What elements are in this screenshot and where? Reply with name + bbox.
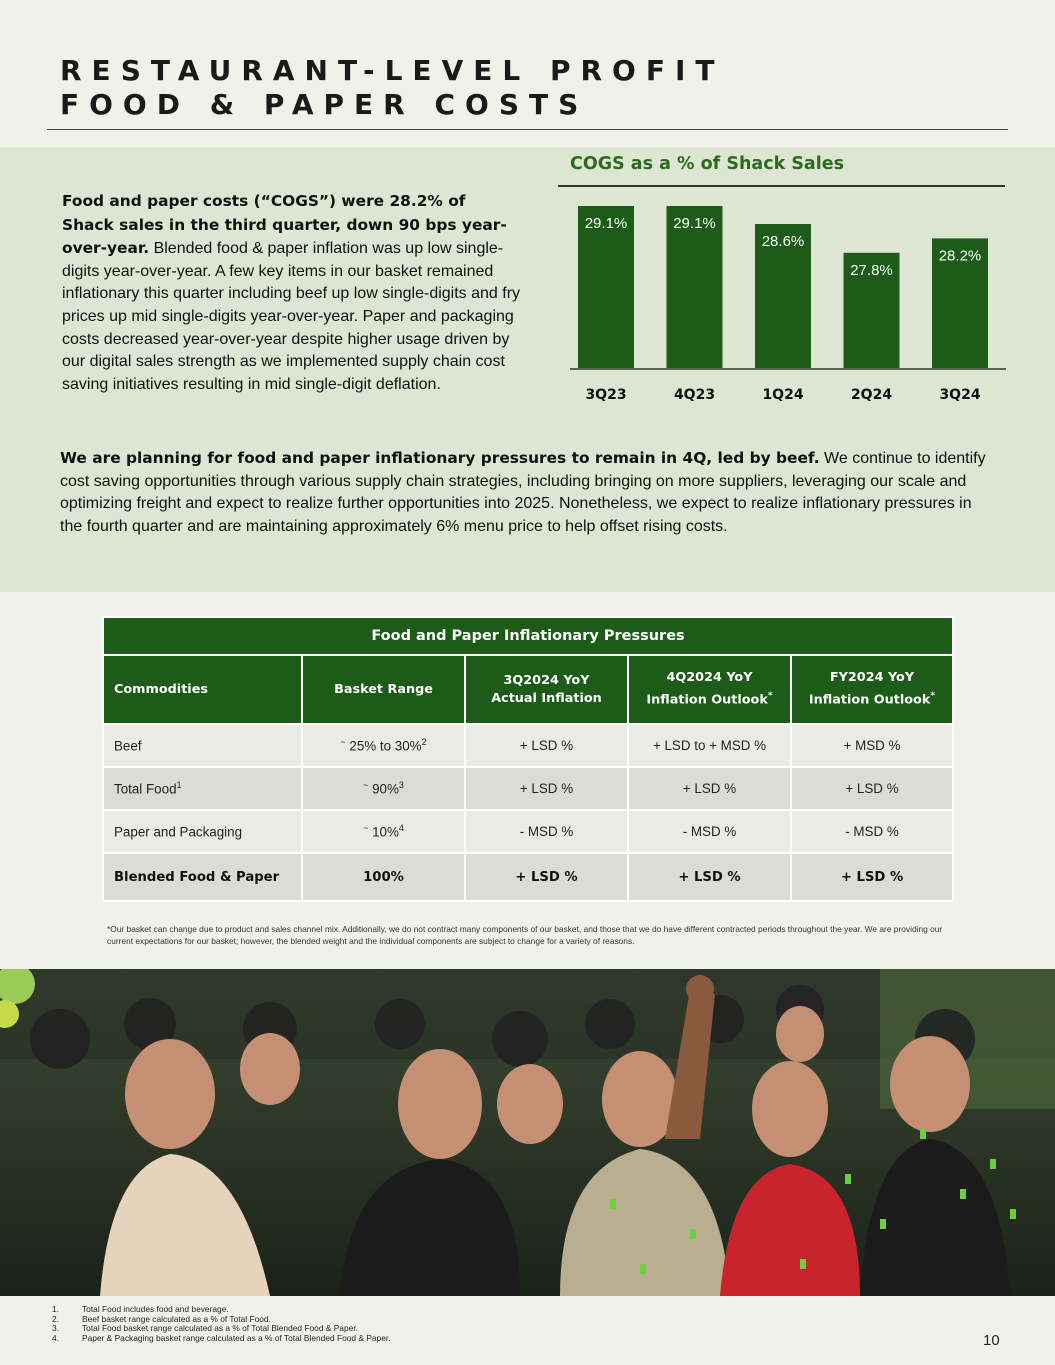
footnote-item: 1. Total Food includes food and beverage. — [52, 1304, 229, 1314]
q4-cell: + LSD % — [628, 767, 791, 810]
bar-value-label: 28.6% — [761, 233, 805, 250]
title-divider — [47, 129, 1008, 130]
chart-title-divider — [558, 185, 1005, 187]
q3-cell: - MSD % — [465, 810, 628, 853]
basket-cell: ~ 25% to 30%$^2$ — [302, 724, 465, 767]
commodity-cell: Total Food$^1$ — [103, 767, 302, 810]
header-fy2024: FY2024 YoY Inflation Outlook* — [791, 655, 953, 724]
fy-cell: + LSD % — [791, 767, 953, 810]
fy-cell: - MSD % — [791, 810, 953, 853]
x-tick-label: 3Q23 — [585, 387, 627, 403]
footnote-item: 4. Paper & Packaging basket range calculated as a % of Total Blended Food & Paper. — [52, 1332, 391, 1343]
x-tick-label: 1Q24 — [762, 387, 804, 403]
cogs-summary-body: Blended food & paper inflation was up low single-digits year-over-year. A few key items in our basket remained inflationary this quarter including beef up low single-digits and fry prices up mid single-digits year-over-year. Paper and packaging costs decreased year-over-year despite higher usage driven by our digital sales strength as we implemented supply chain cost saving initiatives resulting in mid single-digit deflation. — [62, 240, 521, 393]
q4-cell: - MSD % — [628, 810, 791, 853]
bar-value-label: 28.2% — [938, 247, 982, 265]
page-title-line-1: RESTAURANT-LEVEL PROFIT — [60, 54, 725, 87]
bar-value-label: 27.8% — [850, 261, 893, 279]
fy-cell: + MSD % — [791, 724, 953, 767]
page-number: 10 — [983, 1332, 1000, 1349]
chart-title: COGS as a % of Shack Sales — [570, 154, 845, 174]
q4-cell: + LSD to + MSD % — [628, 724, 791, 767]
header-commodities: Commodities — [103, 655, 302, 724]
inflation-outlook-body: We continue to identify cost saving opportunities through various supply chain strategies, including bringing on more suppliers, leveraging our scale and optimizing freight and expect to realize further opportunities into 2025. Nonetheless, we expect to realize inflationary pressures in the fourth quarter and are maintaining approximately 6% menu price to help offset rising costs. — [60, 450, 986, 535]
basket-cell: 100% — [302, 853, 465, 901]
q3-cell: + LSD % — [465, 724, 628, 767]
header-basket-range: Basket Range — [302, 655, 465, 724]
table-row — [103, 810, 953, 853]
basket-cell: ~ 10%$^4$ — [302, 810, 465, 853]
table-row — [103, 724, 953, 767]
inflation-outlook-paragraph — [60, 447, 995, 538]
header-4q2024: 4Q2024 YoY Inflation Outlook* — [628, 655, 791, 724]
q3-cell: + LSD % — [465, 767, 628, 810]
q4-cell: + LSD % — [628, 853, 791, 901]
bar-value-label: 29.1% — [584, 215, 628, 232]
commodity-cell: Paper and Packaging — [103, 810, 302, 853]
table-row — [103, 767, 953, 810]
cogs-summary-paragraph — [62, 190, 522, 396]
cogs-bar-chart — [560, 190, 1010, 415]
commodity-cell: Blended Food & Paper — [103, 853, 302, 901]
header-3q2024: 3Q2024 YoY Actual Inflation — [465, 655, 628, 724]
basket-disclaimer: *Our basket can change due to product and sales channel mix. Additionally, we do not contract many components of our basket, and those that we do have different contracted periods throughout the year. We are providing our current expectations for our basket; however, the blended weight and the individual components are subject to change for a variety of reasons. — [107, 924, 943, 946]
footnotes-list — [52, 1305, 391, 1343]
q3-cell: + LSD % — [465, 853, 628, 901]
bar-value-label: 29.1% — [673, 215, 716, 232]
table-caption: Food and Paper Inflationary Pressures — [103, 617, 953, 655]
page-title-line-2: FOOD & PAPER COSTS — [60, 88, 589, 121]
commodity-cell: Beef — [103, 724, 302, 767]
inflation-outlook-lead: We are planning for food and paper inflationary pressures to remain in 4Q, led by beef. — [60, 449, 820, 467]
basket-cell: ~ 90%$^3$ — [302, 767, 465, 810]
table-total-row — [103, 853, 953, 901]
footnote-item: 3. Total Food basket range calculated as a % of Total Blended Food & Paper. — [52, 1323, 358, 1334]
x-tick-label: 4Q23 — [673, 387, 716, 403]
x-tick-label: 2Q24 — [850, 387, 893, 403]
fy-cell: + LSD % — [791, 853, 953, 901]
footnote-item: 2. Beef basket range calculated as a % of Total Food. — [52, 1313, 271, 1324]
x-tick-label: 3Q24 — [939, 387, 981, 403]
team-celebration-photo — [0, 969, 1055, 1296]
inflation-table — [102, 616, 954, 902]
page-title — [60, 54, 724, 122]
cogs-summary-lead: Food and paper costs (“COGS”) were 28.2% of Shack sales in the third quarter, down 90 bps year-over-year. — [62, 192, 507, 258]
